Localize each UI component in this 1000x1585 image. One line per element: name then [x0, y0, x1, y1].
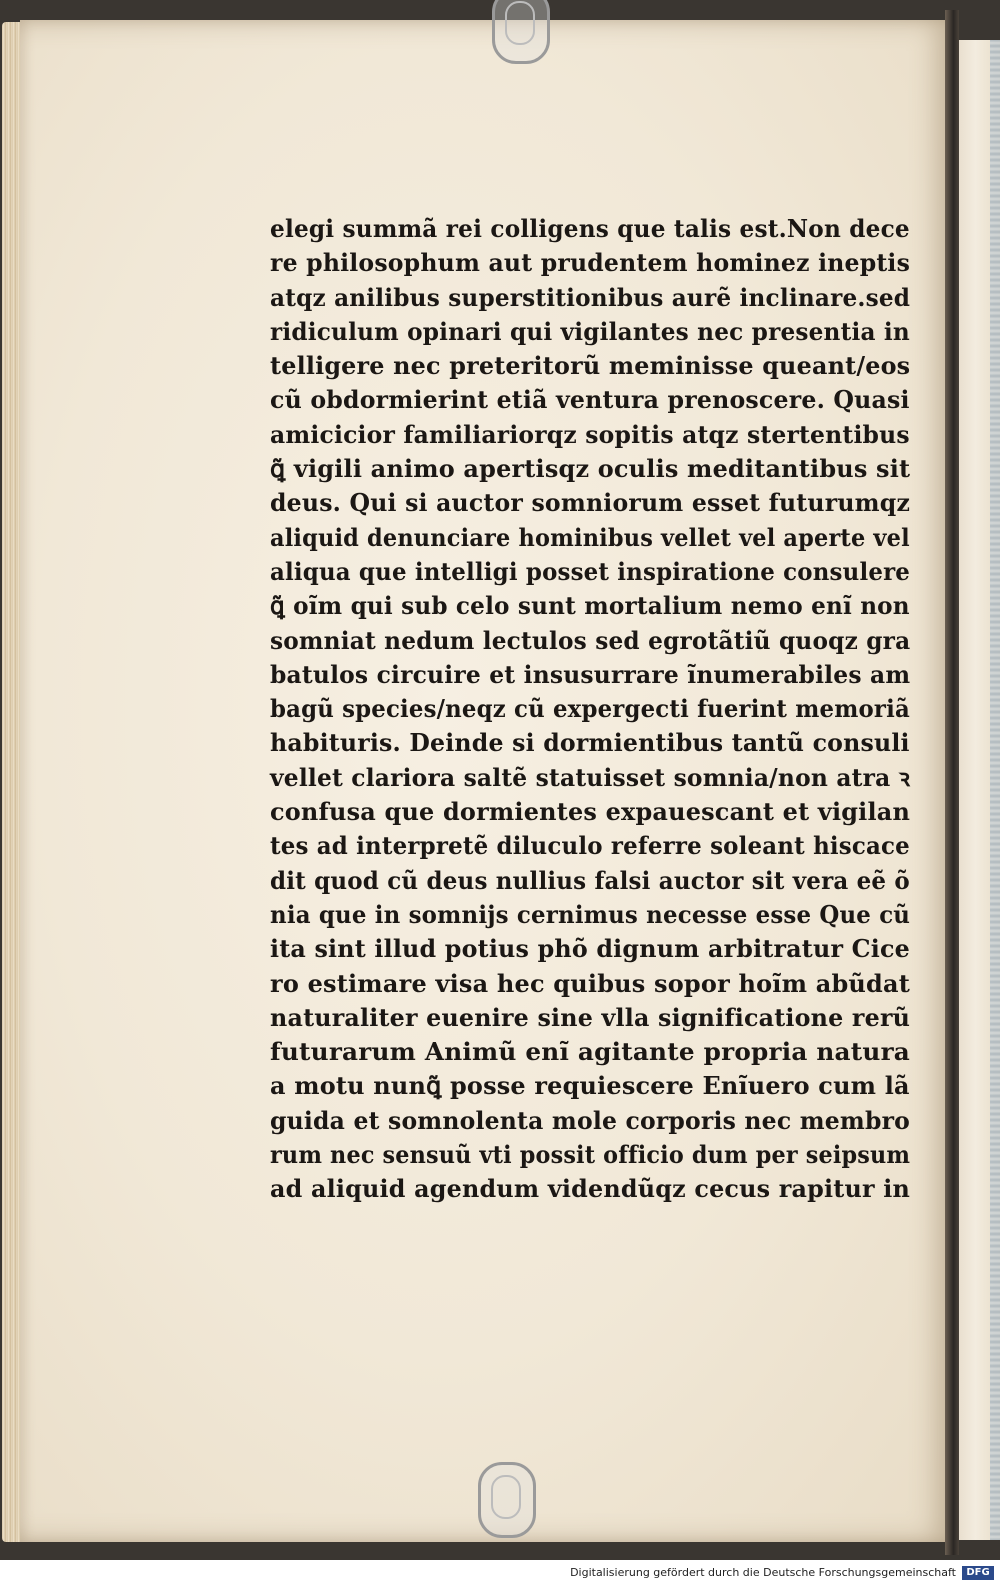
text-line: re philosophum aut prudentem hominez ineptis: [270, 248, 911, 278]
text-line: cũ obdormierint etiã ventura prenoscere. Quasi: [270, 385, 910, 415]
text-line: habituris. Deinde si dormientibus tantũ consuli: [270, 728, 910, 758]
text-line: deus. Qui si auctor somniorum esset futurumqz: [270, 488, 911, 518]
text-line: ꝗ̃ vigili animo apertisqz oculis meditantibus sit: [270, 454, 911, 484]
text-line: telligere nec preteritorũ meminisse queant/eos: [270, 351, 911, 381]
text-line: elegi summã rei colligens que talis est.Non dece: [270, 214, 910, 243]
text-line: amicicior familiariorqz sopitis atqz stertentibus: [270, 419, 910, 449]
text-line: nia que in somnijs cernimus necesse esse Que cũ: [270, 899, 911, 929]
text-line: dit quod cũ deus nullius falsi auctor sit vera eẽ õ: [270, 865, 910, 895]
text-line: atqz anilibus superstitionibus aurẽ inclinare.sed: [270, 282, 911, 312]
text-line: naturaliter euenire sine vlla significatione rerũ: [270, 1002, 911, 1032]
text-line: somniat nedum lectulos sed egrotãtiũ quoqz gra: [270, 625, 911, 655]
funding-credit: Digitalisierung gefördert durch die Deutsche Forschungsgemeinschaft: [570, 1566, 956, 1579]
dfg-logo: DFG: [962, 1566, 994, 1580]
text-line: futurarum Animũ enĩ agitante propria natura: [270, 1037, 911, 1067]
text-line: guida et somnolenta mole corporis nec membro: [270, 1105, 911, 1135]
text-line: aliquid denunciare hominibus vellet vel aperte vel: [270, 522, 910, 552]
text-line: rum nec sensuũ vti possit officio dum per seipsum: [270, 1140, 911, 1170]
printed-text-block: [270, 212, 920, 1207]
text-line: aliqua que intelligi posset inspiratione consulere: [270, 556, 911, 586]
text-line: ro estimare visa hec quibus sopor hoĩm abũdat: [270, 968, 911, 998]
page-clip-bottom: [478, 1462, 536, 1538]
binding-gutter: [945, 10, 959, 1555]
text-line: ꝗ̃ oĩm qui sub celo sunt mortalium nemo enĩ non: [270, 591, 910, 621]
text-line: confusa que dormientes expauescant et vigilan: [270, 797, 911, 827]
text-line: ridiculum opinari qui vigilantes nec presentia in: [270, 316, 910, 346]
text-line: tes ad interpretẽ diluculo referre soleant hiscace: [270, 831, 910, 861]
text-line: batulos circuire et insusurrare ĩnumerabiles am: [270, 659, 911, 689]
digitization-footer: [0, 1562, 1000, 1585]
text-line: bagũ species/neqz cũ expergecti fuerint memoriã: [270, 694, 910, 724]
page-clip-top: [492, 0, 550, 64]
facing-page-fore-edge: [990, 40, 1000, 1540]
text-line: ita sint illud potius phõ dignum arbitratur Cice: [270, 934, 910, 964]
text-line: ad aliquid agendum videndũqz cecus rapitur in: [270, 1174, 911, 1204]
text-line: a motu nunꝗ̃ posse requiescere Enĩuero cum lã: [270, 1071, 910, 1101]
text-line: vellet clariora saltẽ statuisset somnia/non atra ꝛ: [270, 762, 911, 792]
